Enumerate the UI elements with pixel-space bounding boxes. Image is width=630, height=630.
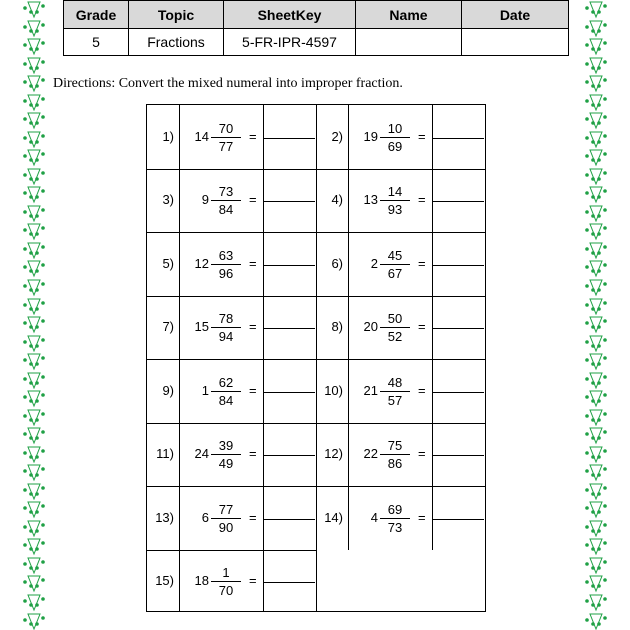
green-triangle-dot-icon [22,278,46,297]
green-triangle-dot-icon [584,93,608,112]
green-triangle-dot-icon [22,315,46,334]
green-triangle-dot-icon [584,519,608,538]
equals-sign: = [418,319,426,335]
fraction [211,438,241,471]
fraction-bar [380,200,410,201]
answer-blank[interactable] [263,582,315,583]
answer-blank[interactable] [263,328,315,329]
green-triangle-dot-icon [584,500,608,519]
denominator: 77 [218,138,234,154]
fraction [380,438,410,471]
green-triangle-dot-icon [22,204,46,223]
problem-number: 12) [324,446,343,462]
green-triangle-dot-icon [22,297,46,316]
fraction-bar [380,264,410,265]
green-triangle-dot-icon [22,426,46,445]
denominator: 70 [218,583,234,599]
green-triangle-dot-icon [584,463,608,482]
decorative-border-left [22,0,46,630]
green-triangle-dot-icon [22,352,46,371]
equals-sign: = [418,509,426,525]
fraction-bar [211,454,241,455]
problem-number: 4) [331,192,343,208]
green-triangle-dot-icon [22,19,46,38]
problem-number: 10) [324,382,343,398]
green-triangle-dot-icon [22,537,46,556]
green-triangle-dot-icon [584,574,608,593]
green-triangle-dot-icon [584,556,608,575]
grid-column-divider [316,105,317,611]
green-triangle-dot-icon [584,315,608,334]
green-triangle-dot-icon [22,93,46,112]
green-triangle-dot-icon [22,334,46,353]
equals-sign: = [418,446,426,462]
problem-number: 13) [155,509,174,525]
equals-sign: = [418,382,426,398]
whole-number: 13 [363,192,378,208]
green-triangle-dot-icon [22,574,46,593]
numerator: 78 [218,311,234,327]
green-triangle-dot-icon [22,185,46,204]
whole-number: 22 [363,446,378,462]
green-triangle-dot-icon [22,148,46,167]
green-triangle-dot-icon [22,259,46,278]
denominator: 86 [387,456,403,472]
numerator: 75 [387,438,403,454]
green-triangle-dot-icon [22,241,46,260]
numerator: 62 [218,374,234,390]
equals-sign: = [249,573,257,589]
green-triangle-dot-icon [584,537,608,556]
numerator: 69 [387,501,403,517]
grid-column-divider [179,105,180,611]
whole-number: 12 [194,255,209,271]
header-topic: Topic [129,1,224,29]
numerator: 63 [218,247,234,263]
denominator: 93 [387,202,403,218]
problem-number: 11) [156,446,174,462]
green-triangle-dot-icon [22,612,46,630]
green-triangle-dot-icon [584,352,608,371]
equals-sign: = [249,255,257,271]
green-triangle-dot-icon [22,593,46,612]
equals-sign: = [249,446,257,462]
whole-number: 15 [194,319,209,335]
topic-value: Fractions [129,29,224,56]
numerator: 39 [218,438,234,454]
answer-blank[interactable] [432,328,484,329]
green-triangle-dot-icon [584,408,608,427]
answer-blank[interactable] [263,519,315,520]
fraction [211,248,241,281]
problem-grid [146,104,486,612]
equals-sign: = [249,128,257,144]
green-triangle-dot-icon [22,482,46,501]
header-sheetkey: SheetKey [224,1,356,29]
numerator: 73 [218,184,234,200]
header-date: Date [462,1,569,29]
green-triangle-dot-icon [584,612,608,630]
answer-blank[interactable] [263,138,315,139]
numerator: 48 [387,374,403,390]
green-triangle-dot-icon [22,37,46,56]
whole-number: 4 [370,509,378,525]
green-triangle-dot-icon [584,130,608,149]
answer-blank[interactable] [432,392,484,393]
green-triangle-dot-icon [584,204,608,223]
green-triangle-dot-icon [584,19,608,38]
problem-number: 3) [162,192,174,208]
problem-number: 9) [162,382,174,398]
green-triangle-dot-icon [584,241,608,260]
whole-number: 9 [201,192,209,208]
header-name: Name [356,1,462,29]
whole-number: 24 [194,446,209,462]
equals-sign: = [249,192,257,208]
equals-sign: = [418,128,426,144]
equals-sign: = [418,255,426,271]
fraction-bar [380,137,410,138]
denominator: 67 [387,265,403,281]
fraction [380,121,410,154]
denominator: 84 [218,202,234,218]
whole-number: 20 [363,319,378,335]
green-triangle-dot-icon [584,222,608,241]
fraction-bar [380,454,410,455]
directions-text: Directions: Convert the mixed numeral into improper fraction. [53,76,403,91]
green-triangle-dot-icon [584,167,608,186]
equals-sign: = [249,319,257,335]
problem-number: 7) [162,319,174,335]
denominator: 84 [218,392,234,408]
answer-blank[interactable] [263,201,315,202]
green-triangle-dot-icon [22,445,46,464]
whole-number: 21 [363,382,378,398]
green-triangle-dot-icon [584,297,608,316]
sheetkey-value: 5-FR-IPR-4597 [224,29,356,56]
green-triangle-dot-icon [22,371,46,390]
fraction-bar [211,327,241,328]
fraction [380,184,410,217]
grid-column-divider [263,105,264,611]
green-triangle-dot-icon [22,556,46,575]
name-field[interactable] [356,29,462,56]
green-triangle-dot-icon [22,0,46,19]
denominator: 69 [387,138,403,154]
answer-blank[interactable] [432,201,484,202]
whole-number: 2 [370,255,378,271]
answer-blank[interactable] [263,392,315,393]
numerator: 50 [387,311,403,327]
green-triangle-dot-icon [22,130,46,149]
denominator: 57 [387,392,403,408]
green-triangle-dot-icon [22,408,46,427]
fraction-bar [211,518,241,519]
green-triangle-dot-icon [22,463,46,482]
grade-value: 5 [64,29,129,56]
answer-blank[interactable] [432,265,484,266]
grid-column-divider [432,105,433,550]
fraction-bar [211,137,241,138]
answer-blank[interactable] [432,138,484,139]
numerator: 14 [387,184,403,200]
green-triangle-dot-icon [584,593,608,612]
problem-number: 15) [155,573,174,589]
fraction [211,502,241,535]
fraction-bar [211,264,241,265]
denominator: 90 [218,519,234,535]
denominator: 49 [218,456,234,472]
problem-number: 2) [331,128,343,144]
green-triangle-dot-icon [584,56,608,75]
answer-blank[interactable] [432,519,484,520]
problem-number: 14) [324,509,343,525]
green-triangle-dot-icon [22,519,46,538]
green-triangle-dot-icon [584,148,608,167]
fraction [211,311,241,344]
whole-number: 6 [201,509,209,525]
green-triangle-dot-icon [584,37,608,56]
problem-number: 8) [331,319,343,335]
problem-number: 1) [162,128,174,144]
green-triangle-dot-icon [22,222,46,241]
answer-blank[interactable] [432,455,484,456]
whole-number: 1 [201,382,209,398]
numerator: 10 [387,120,403,136]
green-triangle-dot-icon [22,167,46,186]
fraction [380,375,410,408]
green-triangle-dot-icon [22,111,46,130]
whole-number: 18 [194,573,209,589]
problem-number: 6) [331,255,343,271]
fraction [211,121,241,154]
fraction-bar [380,518,410,519]
green-triangle-dot-icon [584,389,608,408]
problem-number: 5) [162,255,174,271]
denominator: 73 [387,519,403,535]
green-triangle-dot-icon [584,259,608,278]
answer-blank[interactable] [263,455,315,456]
fraction-bar [380,391,410,392]
green-triangle-dot-icon [584,0,608,19]
grid-row-divider [147,550,316,551]
decorative-border-right [584,0,608,630]
green-triangle-dot-icon [22,74,46,93]
whole-number: 14 [194,128,209,144]
green-triangle-dot-icon [584,111,608,130]
green-triangle-dot-icon [584,445,608,464]
green-triangle-dot-icon [584,334,608,353]
denominator: 96 [218,265,234,281]
fraction [380,502,410,535]
header-values-row [64,29,569,56]
green-triangle-dot-icon [22,56,46,75]
whole-number: 19 [363,128,378,144]
numerator: 1 [222,565,230,581]
grid-column-divider [348,105,349,550]
fraction [380,248,410,281]
fraction-bar [211,200,241,201]
equals-sign: = [249,382,257,398]
numerator: 77 [218,501,234,517]
green-triangle-dot-icon [584,371,608,390]
fraction [380,311,410,344]
denominator: 94 [218,329,234,345]
header-row [64,1,569,29]
numerator: 70 [218,120,234,136]
equals-sign: = [249,509,257,525]
date-field[interactable] [462,29,569,56]
fraction-bar [380,327,410,328]
green-triangle-dot-icon [22,389,46,408]
green-triangle-dot-icon [584,482,608,501]
fraction [211,565,241,598]
denominator: 52 [387,329,403,345]
fraction-bar [211,391,241,392]
green-triangle-dot-icon [584,426,608,445]
fraction [211,375,241,408]
green-triangle-dot-icon [22,500,46,519]
answer-blank[interactable] [263,265,315,266]
numerator: 45 [387,247,403,263]
fraction [211,184,241,217]
green-triangle-dot-icon [584,278,608,297]
green-triangle-dot-icon [584,185,608,204]
header-grade: Grade [64,1,129,29]
worksheet-header-table [63,0,569,56]
fraction-bar [211,581,241,582]
green-triangle-dot-icon [584,74,608,93]
equals-sign: = [418,192,426,208]
